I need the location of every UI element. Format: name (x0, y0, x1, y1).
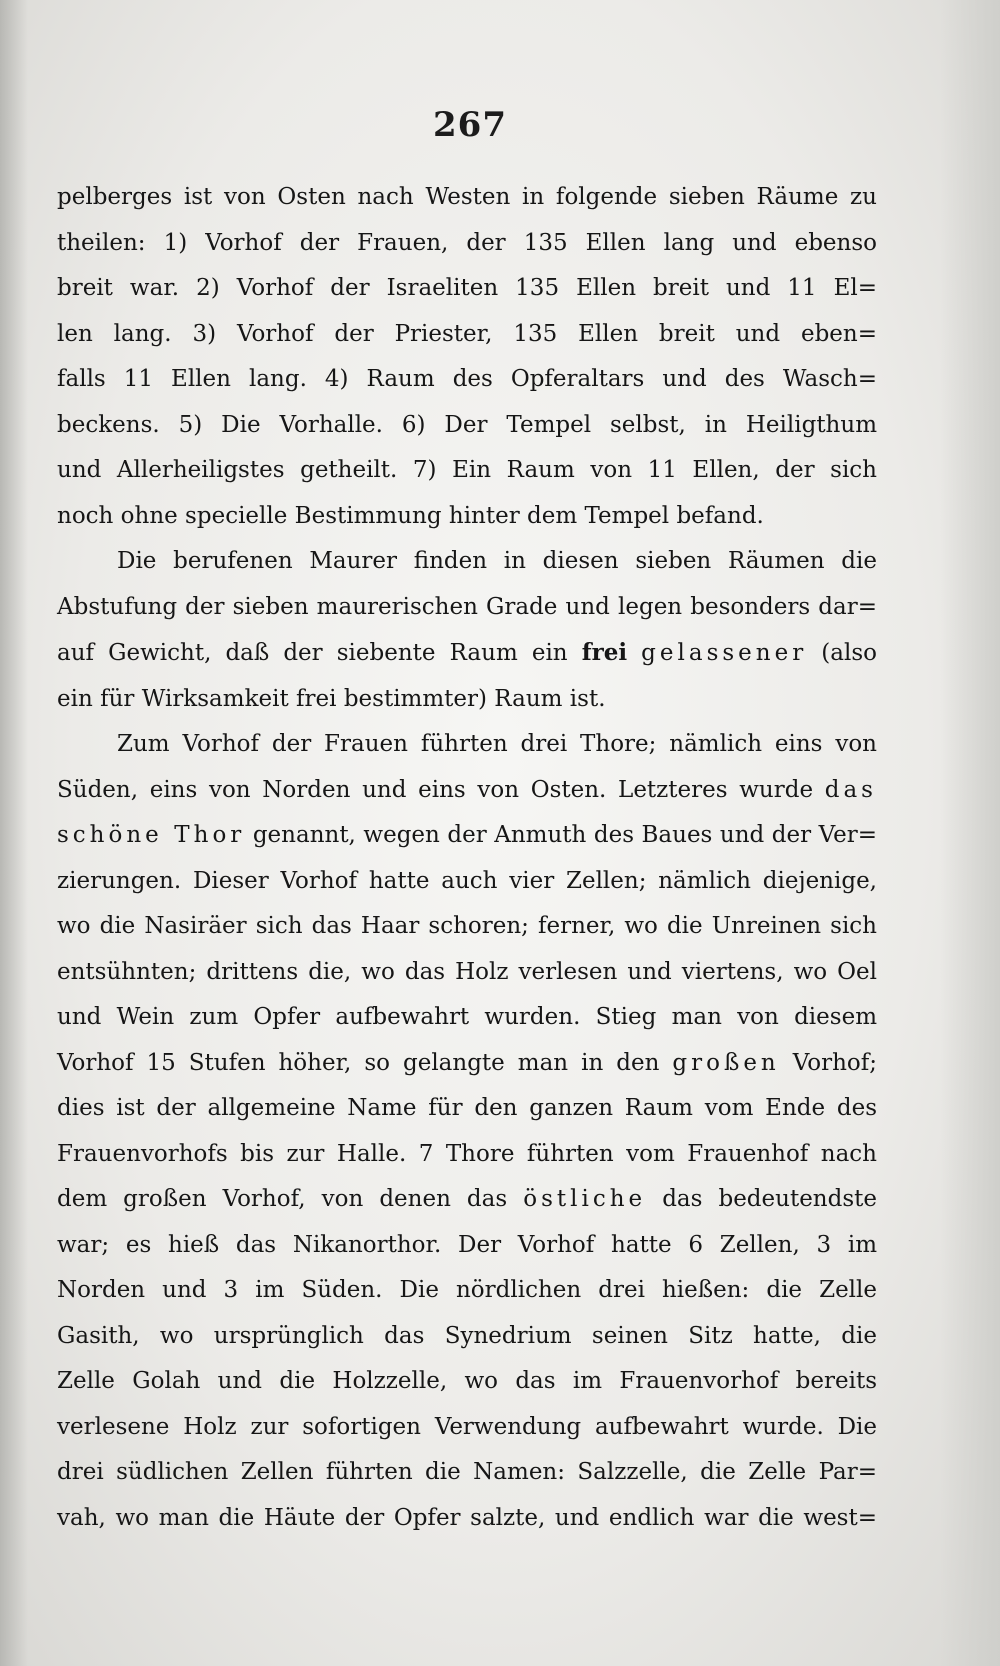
text-line: noch ohne specielle Bestimmung hinter dem Tempel befand. (57, 502, 764, 529)
emphasis-spaced: östliche (523, 1186, 647, 1212)
text-line (57, 1041, 877, 1087)
emphasis-bold: frei (581, 639, 628, 666)
text-line: breit war. 2) Vorhof der Israeliten 135 Ellen breit und 11 El= (57, 275, 877, 301)
text-fragment: genannt, wegen der Anmuth des Baues und der Ver= (252, 822, 878, 848)
text-line: entsühnten; drittens die, wo das Holz verlesen und viertens, wo Oel (57, 958, 877, 985)
text-line (57, 768, 877, 814)
text-line (57, 813, 877, 859)
text-fragment: (also (821, 640, 877, 666)
text-line: pelberges ist von Osten nach Westen in folgende sieben Räume zu (57, 184, 877, 210)
text-line: Die berufenen Maurer finden in diesen sieben Räumen die (117, 548, 877, 574)
text-line (57, 1177, 877, 1223)
text-line: vah, wo man die Häute der Opfer salzte, und endlich war die west= (57, 1504, 877, 1531)
text-line: falls 11 Ellen lang. 4) Raum des Opferaltars und des Wasch= (57, 366, 877, 392)
page-number: 267 (433, 105, 507, 145)
emphasis-spaced: schöne Thor (57, 822, 246, 848)
text-line: Abstufung der sieben maurerischen Grade und legen besonders dar= (57, 593, 877, 620)
text-fragment: das bedeutendste (662, 1186, 877, 1212)
text-line: theilen: 1) Vorhof der Frauen, der 135 Ellen lang und ebenso (57, 229, 877, 256)
text-line: dies ist der allgemeine Name für den ganzen Raum vom Ende des (57, 1095, 877, 1121)
emphasis-spaced: das (824, 776, 877, 803)
text-fragment: Vorhof 15 Stufen höher, so gelangte man in den (57, 1049, 660, 1076)
text-line: beckens. 5) Die Vorhalle. 6) Der Tempel selbst, in Heiligthum (57, 411, 877, 438)
text-line: wo die Nasiräer sich das Haar schoren; ferner, wo die Unreinen sich (57, 913, 877, 939)
text-line: verlesene Holz zur sofortigen Verwendung aufbewahrt wurde. Die (57, 1413, 877, 1440)
text-line: war; es hieß das Nikanorthor. Der Vorhof hatte 6 Zellen, 3 im (57, 1231, 877, 1258)
text-line: zierungen. Dieser Vorhof hatte auch vier Zellen; nämlich diejenige, (57, 867, 877, 894)
text-line: Frauenvorhofs bis zur Halle. 7 Thore führten vom Frauenhof nach (57, 1140, 877, 1167)
text-fragment: dem großen Vorhof, von denen das (57, 1186, 508, 1212)
text-line: Gasith, wo ursprünglich das Synedrium seinen Sitz hatte, die (57, 1322, 877, 1349)
emphasis-spaced: großen (672, 1049, 780, 1076)
text-line: und Wein zum Opfer aufbewahrt wurden. Stieg man von diesem (57, 1004, 877, 1030)
text-fragment: Vorhof; (792, 1049, 878, 1076)
text-line: und Allerheiligstes getheilt. 7) Ein Raum von 11 Ellen, der sich (57, 457, 877, 483)
text-fragment: auf Gewicht, daß der siebente Raum ein (57, 640, 568, 666)
page-right-shadow (940, 0, 1000, 1666)
text-line: Norden und 3 im Süden. Die nördlichen drei hießen: die Zelle (57, 1277, 877, 1303)
text-line (57, 630, 877, 677)
text-line: Zum Vorhof der Frauen führten drei Thore; nämlich eins von (117, 731, 877, 757)
text-line: ein für Wirksamkeit frei bestimmter) Raum ist. (57, 685, 606, 712)
page-body-text (57, 175, 877, 1541)
text-fragment: Süden, eins von Norden und eins von Osten. Letzteres wurde (57, 776, 814, 803)
text-line: drei südlichen Zellen führten die Namen: Salzzelle, die Zelle Par= (57, 1459, 877, 1485)
text-line: Zelle Golah und die Holzzelle, wo das im Frauenvorhof bereits (57, 1368, 877, 1394)
text-line: len lang. 3) Vorhof der Priester, 135 Ellen breit und eben= (57, 320, 877, 347)
emphasis-spaced: gelassener (641, 640, 808, 666)
page-left-shadow (0, 0, 28, 1666)
